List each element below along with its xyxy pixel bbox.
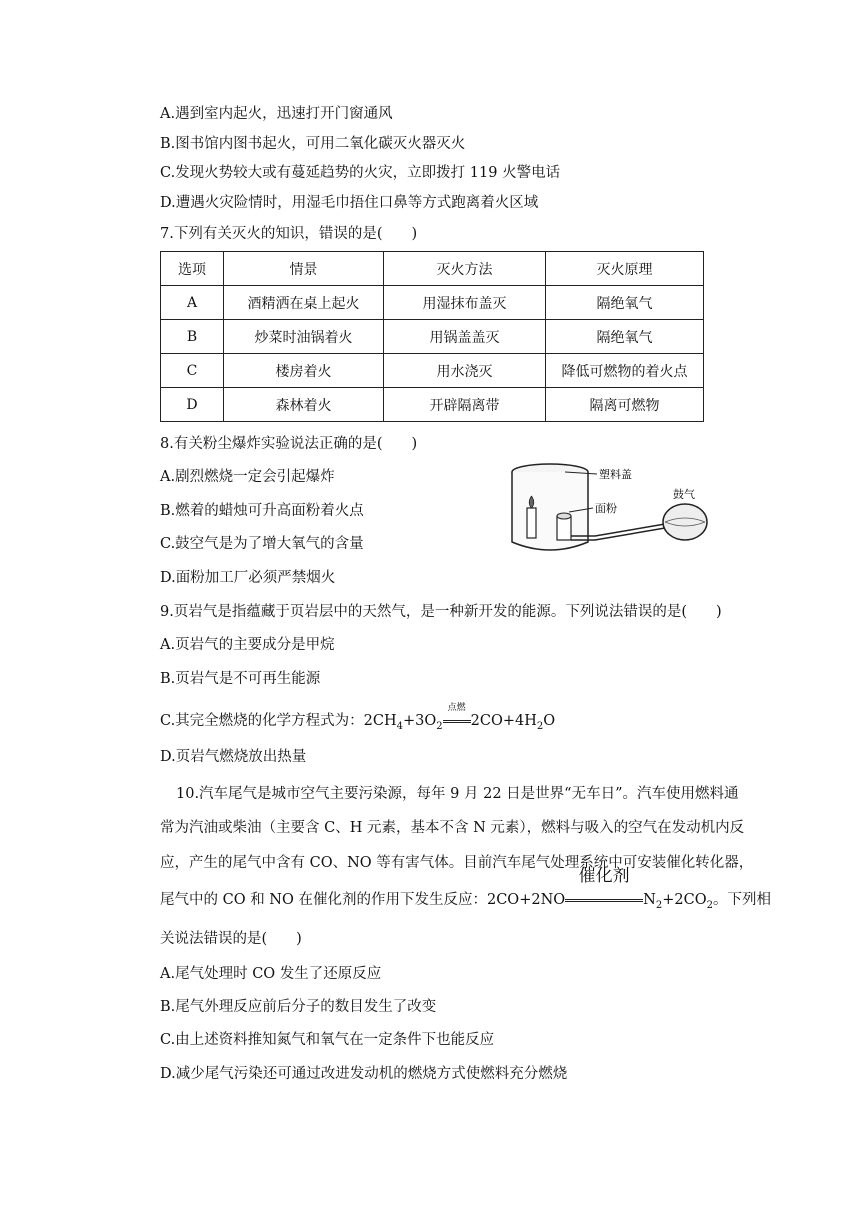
subscript: 4 [396, 720, 404, 732]
table-cell: 森林着火 [224, 388, 384, 422]
table-row [161, 286, 704, 320]
option-9a: A.页岩气的主要成分是甲烷 [160, 637, 335, 653]
option-6d: D.遭遇火灾险情时，用湿毛巾捂住口鼻等方式跑离着火区域 [160, 195, 539, 211]
table-row [161, 354, 704, 388]
subscript: 2 [655, 899, 663, 911]
table-cell: 用水浇灭 [384, 354, 546, 388]
subscript: 2 [536, 720, 544, 732]
table-row [161, 388, 704, 422]
option-8d: D.面粉加工厂必须严禁烟火 [160, 570, 336, 586]
equals-sign [443, 720, 471, 723]
table-cell: D [161, 388, 224, 422]
question-10-line3: 应，产生的尾气中含有 CO、NO 等有害气体。目前汽车尾气处理系统中可安装催化转化器， [160, 855, 754, 871]
table-cell: 用锅盖盖灭 [384, 320, 546, 354]
table-header: 灭火方法 [384, 252, 546, 286]
table-header: 情景 [224, 252, 384, 286]
option-10b: B.尾气外理反应前后分子的数目发生了改变 [160, 999, 437, 1015]
equation-part: +2CO [662, 892, 707, 908]
table-cell: 用湿抹布盖灭 [384, 286, 546, 320]
option-9b: B.页岩气是不可再生能源 [160, 671, 321, 687]
option-8a: A.剧烈燃烧一定会引起爆炸 [160, 469, 335, 485]
equation-prefix: C.其完全燃烧的化学方程式为：2CH [160, 713, 397, 729]
table-cell: B [161, 320, 224, 354]
option-10a: A.尾气处理时 CO 发生了还原反应 [160, 966, 382, 982]
label-lid: 塑料盖 [599, 469, 632, 481]
table-header: 选项 [161, 252, 224, 286]
option-8b: B.燃着的蜡烛可升高面粉着火点 [160, 503, 364, 519]
label-flour: 面粉 [595, 503, 617, 515]
table-cell: 酒精洒在桌上起火 [224, 286, 384, 320]
question-10-line4 [160, 866, 771, 916]
condition-ignite: 点燃 [447, 703, 466, 713]
condition-catalyst: 催化剂 [578, 866, 630, 886]
equation-part: 2CO+4H [470, 713, 537, 729]
question-9: 9.页岩气是指蕴藏于页岩层中的天然气，是一种新开发的能源。下列说法错误的是( ) [160, 604, 722, 620]
subscript: 2 [436, 720, 443, 732]
table-cell: A [161, 286, 224, 320]
fire-table [160, 251, 704, 422]
question-8: 8.有关粉尘爆炸实验说法正确的是( ) [160, 436, 418, 452]
subscript: 2 [706, 899, 713, 911]
equation-part: 。下列相 [712, 892, 771, 908]
label-blow: 鼓气 [673, 489, 695, 501]
option-9d: D.页岩气燃烧放出热量 [160, 749, 307, 765]
equation-prefix: 尾气中的 CO 和 NO 在催化剂的作用下发生反应：2CO+2NO [160, 892, 566, 908]
question-10-line2: 常为汽油或柴油（主要含 C、H 元素，基本不含 N 元素），燃料与吸入的空气在发动机内反 [160, 820, 745, 836]
equation-part: +3O [403, 713, 437, 729]
table-cell: 降低可燃物的着火点 [546, 354, 704, 388]
table-cell: 楼房着火 [224, 354, 384, 388]
dust-explosion-apparatus [505, 460, 715, 560]
table-cell: 隔离可燃物 [546, 388, 704, 422]
table-cell: 炒菜时油锅着火 [224, 320, 384, 354]
reaction-condition [565, 866, 643, 910]
table-cell: 开辟隔离带 [384, 388, 546, 422]
equals-sign [565, 899, 643, 902]
option-8c: C.鼓空气是为了增大氧气的含量 [160, 536, 364, 552]
equation-part: N [643, 892, 656, 908]
option-10c: C.由上述资料推知氮气和氧气在一定条件下也能反应 [160, 1032, 495, 1048]
option-9c [160, 703, 556, 737]
question-10-line5: 关说法错误的是( ) [160, 931, 302, 947]
table-cell: 隔绝氧气 [546, 286, 704, 320]
table-cell: C [161, 354, 224, 388]
table-header: 灭火原理 [546, 252, 704, 286]
question-10-line1: 10.汽车尾气是城市空气主要污染源，每年 9 月 22 日是世界“无车日”。汽车使用燃料通 [176, 786, 739, 802]
equation-part: O [543, 713, 556, 729]
option-6b: B.图书馆内图书起火，可用二氧化碳灭火器灭火 [160, 136, 466, 152]
option-10d: D.减少尾气污染还可通过改进发动机的燃烧方式使燃料充分燃烧 [160, 1066, 568, 1082]
option-6c: C.发现火势较大或有蔓延趋势的火灾，立即拨打 119 火警电话 [160, 165, 561, 181]
question-7: 7.下列有关灭火的知识，错误的是( ) [160, 226, 418, 242]
table-header-row [161, 252, 704, 286]
table-row [161, 320, 704, 354]
table-cell: 隔绝氧气 [546, 320, 704, 354]
option-6a: A.遇到室内起火，迅速打开门窗通风 [160, 106, 393, 122]
reaction-condition [443, 703, 471, 731]
